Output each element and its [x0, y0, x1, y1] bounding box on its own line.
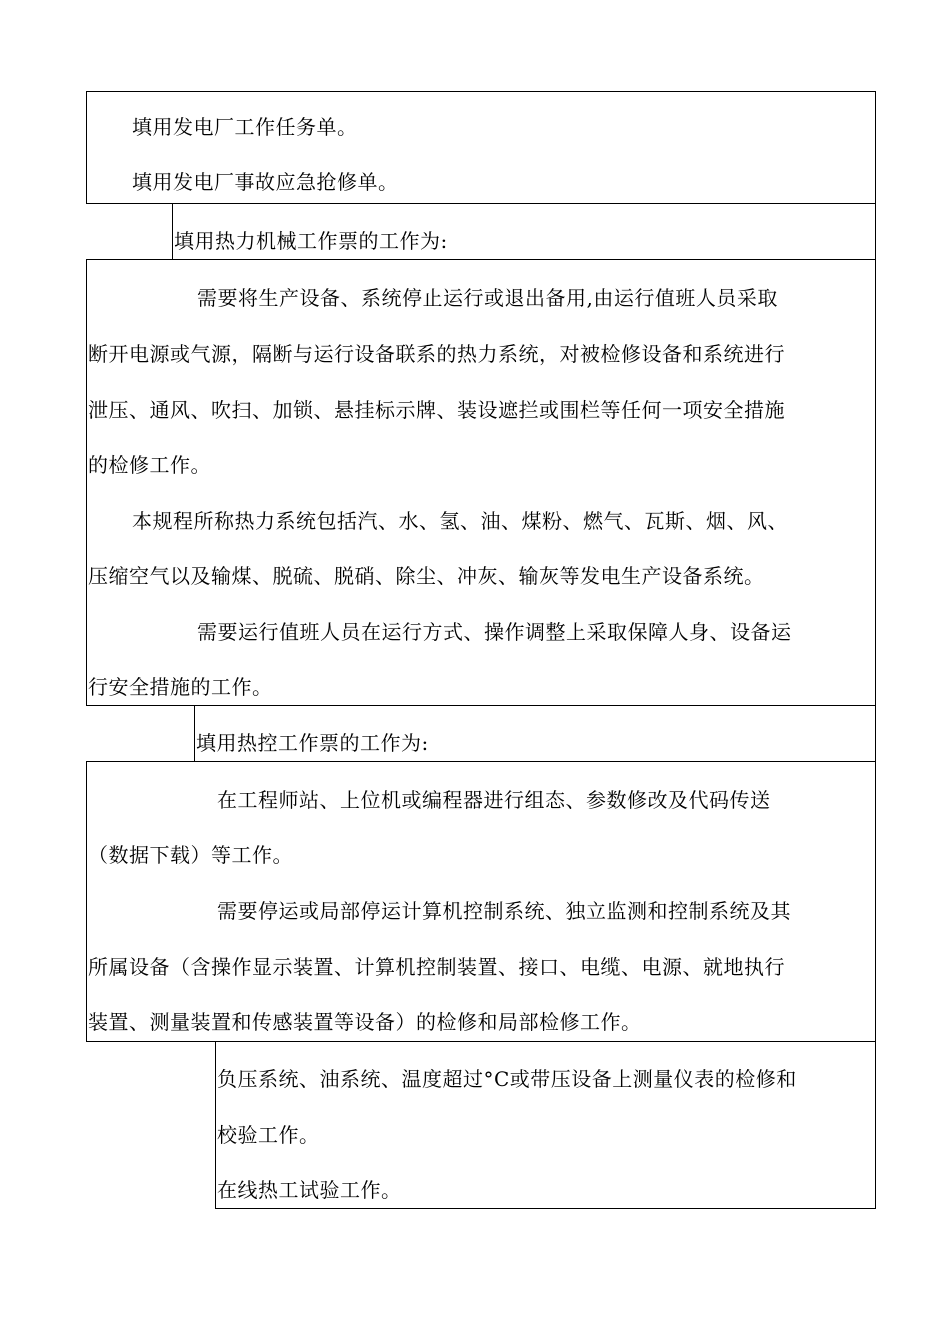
text-line: 装置、测量装置和传感装置等设备）的检修和局部检修工作。: [88, 1010, 642, 1034]
section-heading: 填用热控工作票的工作为:: [196, 731, 429, 755]
text-line: 所属设备（含操作显示装置、计算机控制装置、接口、电缆、电源、就地执行: [88, 955, 785, 979]
section-heading: 填用热力机械工作票的工作为:: [174, 229, 448, 253]
text-line: 需要停运或局部停运计算机控制系统、独立监测和控制系统及其: [217, 899, 791, 923]
text-line: 断开电源或气源，隔断与运行设备联系的热力系统，对被检修设备和系统进行: [88, 342, 785, 366]
text-line: 本规程所称热力系统包括汽、水、氢、油、煤粉、燃气、瓦斯、烟、风、: [132, 509, 788, 533]
section-thermal-control-heading-box: [194, 705, 876, 762]
section-thermal-mech-heading-box: [172, 203, 876, 260]
text-line: 需要运行值班人员在运行方式、操作调整上采取保障人身、设备运: [197, 620, 792, 644]
text-line: 压缩空气以及输煤、脱硫、脱硝、除尘、冲灰、输灰等发电生产设备系统。: [88, 564, 765, 588]
section-work-order-box: [86, 91, 876, 204]
text-line: 填用发电厂事故应急抢修单。: [132, 170, 399, 194]
text-line: 在线热工试验工作。: [217, 1178, 402, 1202]
text-line: 行安全措施的工作。: [88, 675, 273, 699]
text-line: （数据下载）等工作。: [88, 843, 293, 867]
text-line: 泄压、通风、吹扫、加锁、悬挂标示牌、装设遮拦或围栏等任何一项安全措施: [88, 398, 785, 422]
text-line: 负压系统、油系统、温度超过°C或带压设备上测量仪表的检修和: [217, 1067, 797, 1091]
text-line: 需要将生产设备、系统停止运行或退出备用,由运行值班人员采取: [197, 286, 778, 310]
text-line: 的检修工作。: [88, 453, 211, 477]
section-instrument-box: [215, 1041, 876, 1209]
section-thermal-mech-body-box: [86, 259, 876, 706]
text-line: 在工程师站、上位机或编程器进行组态、参数修改及代码传送: [217, 788, 771, 812]
text-line: 校验工作。: [217, 1123, 320, 1147]
text-line: 填用发电厂工作任务单。: [132, 115, 358, 139]
section-thermal-control-body-box: [86, 761, 876, 1042]
